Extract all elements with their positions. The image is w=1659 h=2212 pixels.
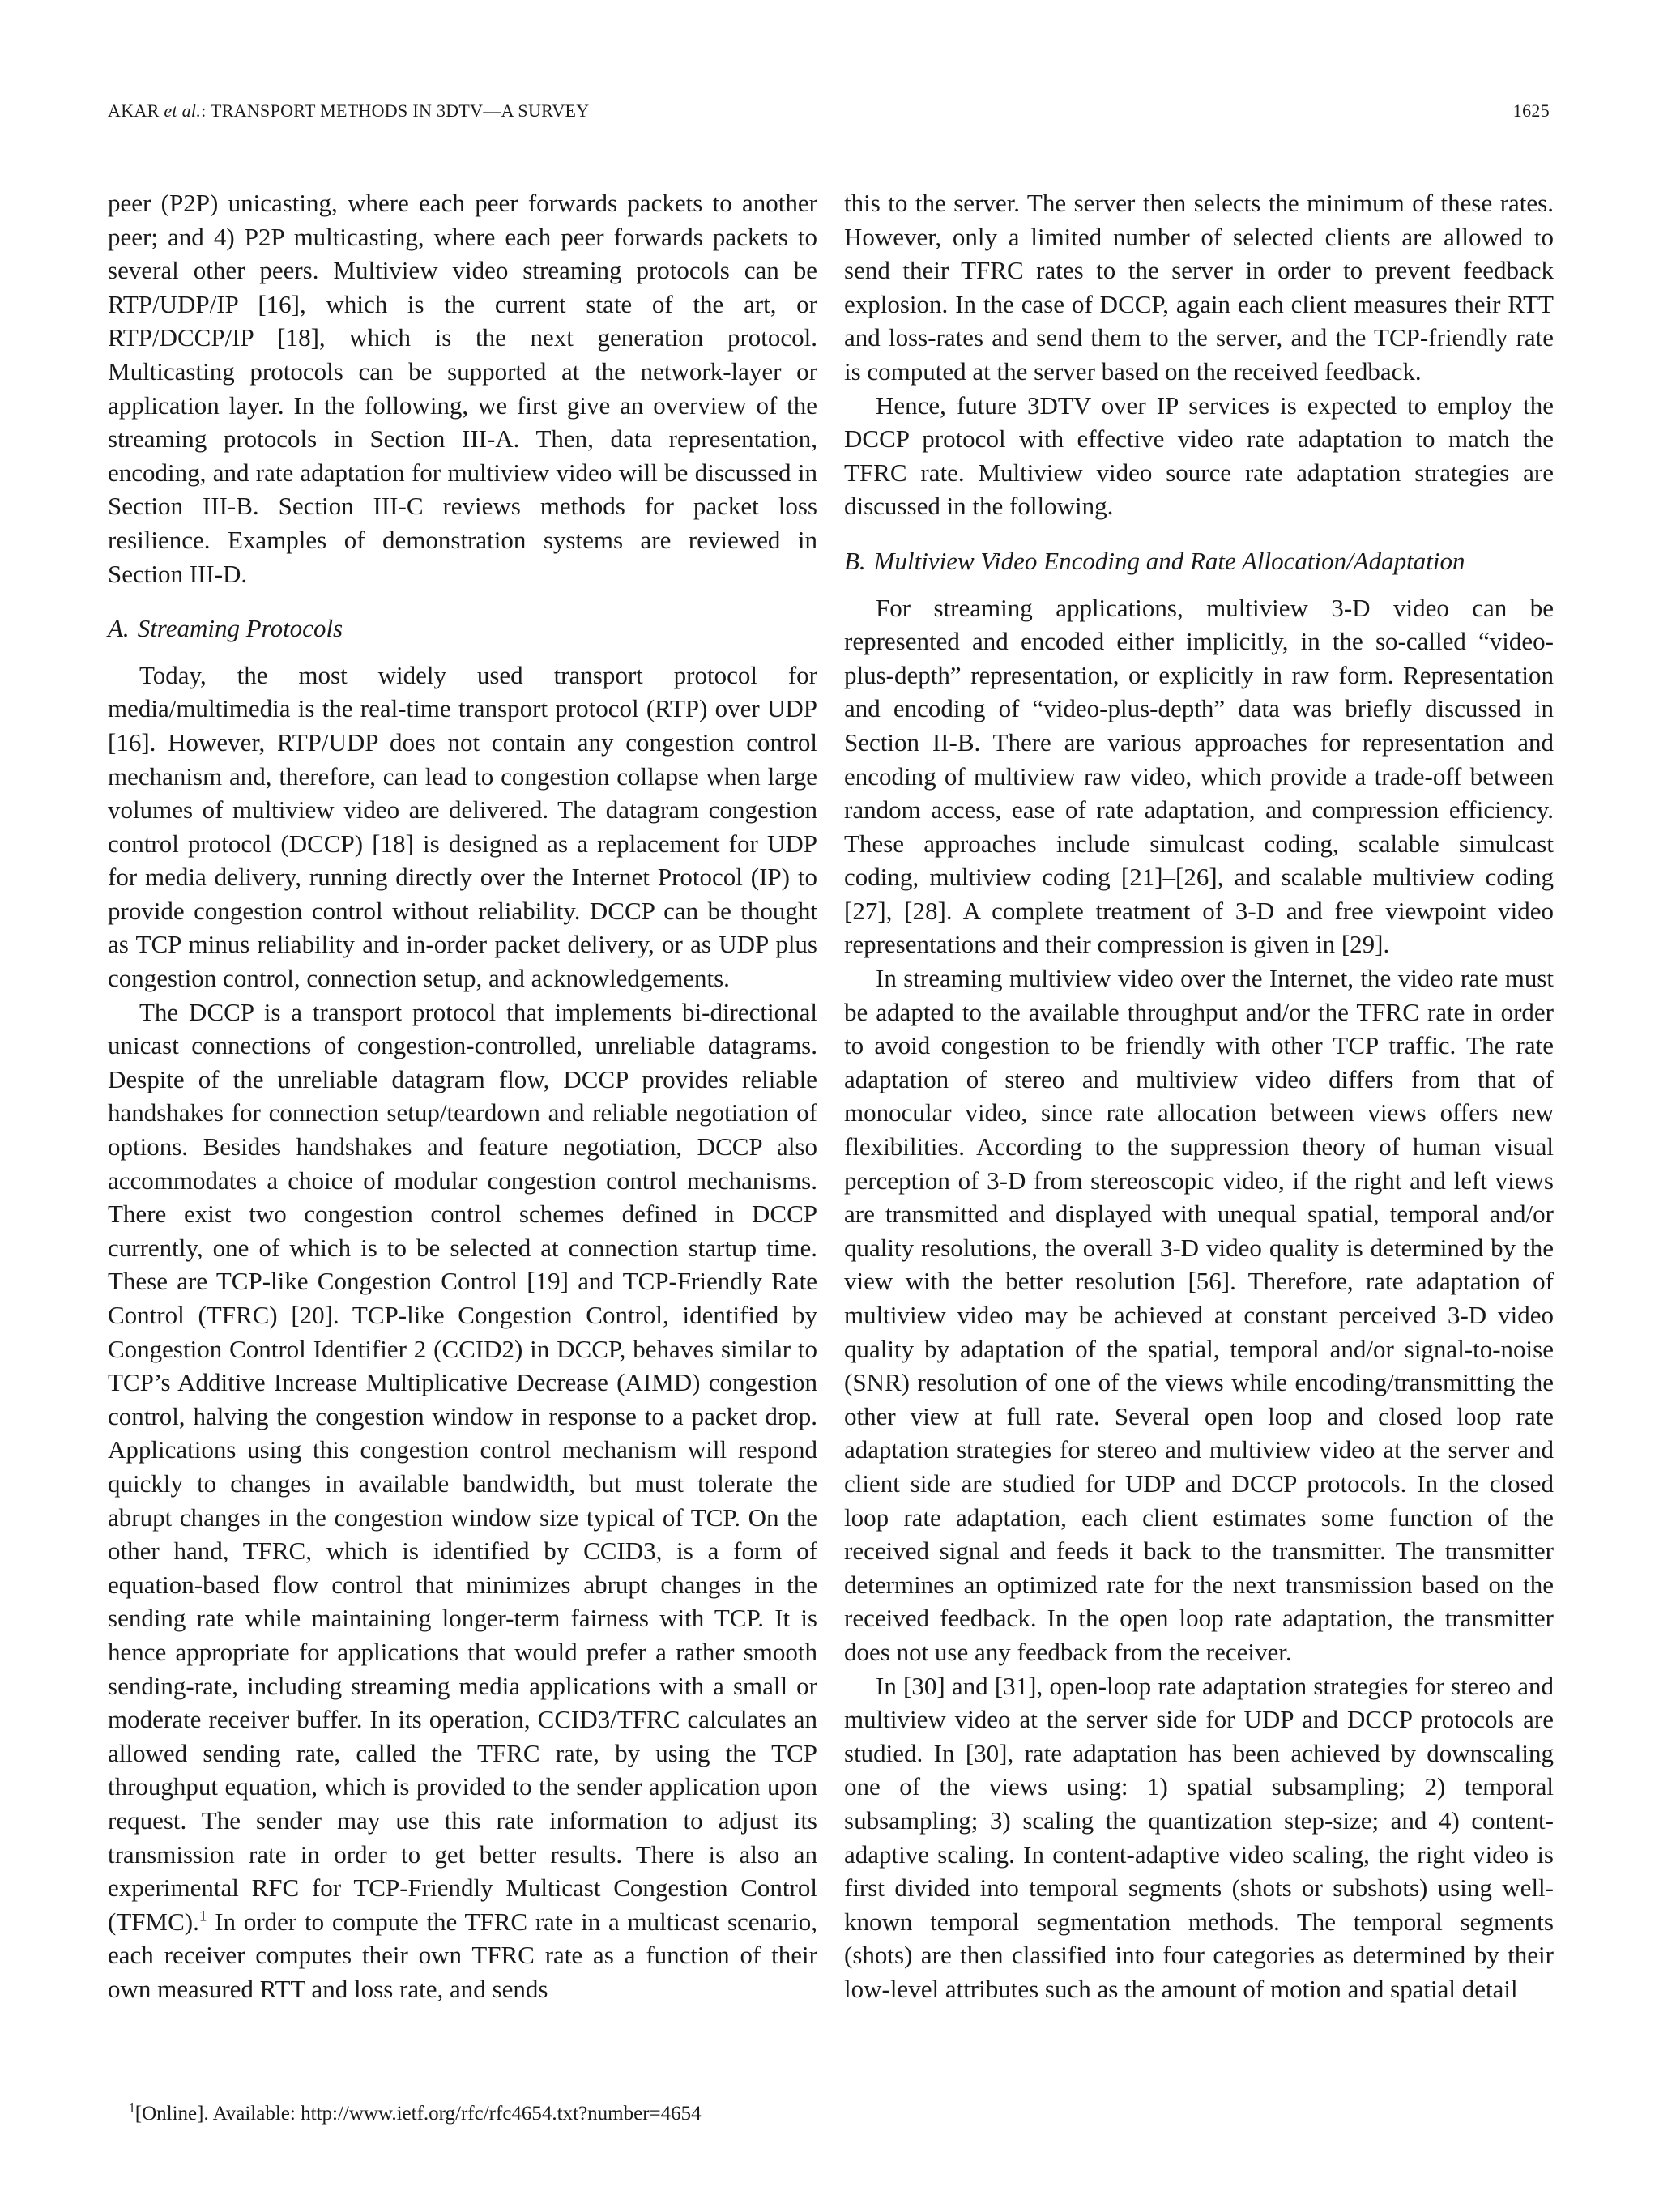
left-paragraph-3-text: The DCCP is a transport protocol that implements bi-directional unicast connections of congestion-controlled, unreliable datagrams. Despite of the unreliable datagram flow, DCCP provides reliable handshakes for connection setup/teardown and reliable negotiation of options. Besides handshakes and feature negotiation, DCCP also accommodates a choice of modular congestion control mechanisms. There exist two congestion control schemes defined in DCCP currently, one of which is to be selected at connection startup time. These are TCP-like Congestion Control [19] and TCP-Friendly Rate Control (TFRC) [20]. TCP-like Congestion Control, identified by Congestion Control Identifier 2 (CCID2) in DCCP, behaves similar to TCP’s Additive Increase Multiplicative Decrease (AIMD) congestion control, halving the congestion window in response to a packet drop. Applications using this congestion control mechanism will respond quickly to changes in available bandwidth, but must tolerate the abrupt changes in the congestion window size typical of TCP. On the other hand, TFRC, which is identified by CCID3, is a form of equation-based flow control that minimizes abrupt changes in the sending rate while maintaining longer-term fairness with TCP. It is hence appropriate for applications that would prefer a rather smooth sending-rate, including streaming media applications with a small or moderate receiver buffer. In its operation, CCID3/TFRC calculates an allowed sending rate, called the TFRC rate, by using the TCP throughput equation, which is provided to the sender application upon request. The sender may use this rate information to adjust its transmission rate in order to get better results. There is also an experimental RFC for TCP-Friendly Multicast Congestion Control (TFMC).	[108, 997, 817, 1936]
section-heading-a	[108, 612, 817, 646]
running-title-authors: AKAR	[108, 100, 164, 121]
right-paragraph-3: For streaming applications, multiview 3-D video can be represented and encoded either implicitly, in the so-called “video-plus-depth” representation, or explicitly in raw form. Representation and encoding of “video-plus-depth” data was briefly discussed in Section II-B. There are various approaches for representation and encoding of multiview raw video, which provide a trade-off between random access, ease of rate adaptation, and compression efficiency. These approaches include simulcast coding, scalable simulcast coding, multiview coding [21]–[26], and scalable multiview coding [27], [28]. A complete treatment of 3-D and free viewpoint video representations and their compression is given in [29].	[844, 593, 1554, 959]
section-a-title: Streaming Protocols	[137, 614, 343, 643]
section-b-title: Multiview Video Encoding and Rate Allocation/Adaptation	[873, 546, 1465, 575]
section-b-letter: B.	[844, 546, 866, 575]
section-heading-b	[844, 544, 1554, 578]
left-paragraph-1: peer (P2P) unicasting, where each peer forwards packets to another peer; and 4) P2P multicasting, where each peer forwards packets to several other peers. Multiview video streaming protocols can be RTP/UDP/IP [16], which is the current state of the art, or RTP/DCCP/IP [18], which is the next generation protocol. Multicasting protocols can be supported at the network-layer or application layer. In the following, we first give an overview of the streaming protocols in Section III-A. Then, data representation, encoding, and rate adaptation for multiview video will be discussed in Section III-B. Section III-C reviews methods for packet loss resilience. Examples of demonstration systems are reviewed in Section III-D.	[108, 189, 817, 588]
footnote	[108, 2100, 817, 2128]
running-title-text: : TRANSPORT METHODS IN 3DTV—A SURVEY	[201, 100, 590, 121]
page-number: 1625	[1512, 100, 1550, 121]
right-paragraph-4: In streaming multiview video over the Internet, the video rate must be adapted to the available throughput and/or the TFRC rate in order to avoid congestion to be friendly with other TCP traffic. The rate adaptation of stereo and multiview video differs from that of monocular video, since rate allocation between views offers new flexibilities. According to the suppression theory of human visual perception of 3-D from stereoscopic video, if the right and left views are transmitted and displayed with unequal spatial, temporal and/or quality resolutions, the overall 3-D video quality is determined by the view with the better resolution [56]. Therefore, rate adaptation of multiview video may be achieved at constant perceived 3-D video quality by adaptation of the spatial, temporal and/or signal-to-noise (SNR) resolution of one of the views while encoding/transmitting the other view at full rate. Several open loop and closed loop rate adaptation strategies for stereo and multiview video at the server and client side are studied for UDP and DCCP protocols. In the closed loop rate adaptation, each client estimates some function of the received signal and feeds it back to the transmitter. The transmitter determines an optimized rate for the next transmission based on the received feedback. In the open loop rate adaptation, the transmitter does not use any feedback from the receiver.	[844, 964, 1554, 1666]
right-paragraph-1: this to the server. The server then selects the minimum of these rates. However, only a limited number of selected clients are allowed to send their TFRC rates to the server in order to prevent feedback explosion. In the case of DCCP, again each client measures their RTT and loss-rates and send them to the server, and the TCP-friendly rate is computed at the server based on the received feedback.	[844, 189, 1554, 386]
running-title	[108, 100, 589, 121]
running-title-etal: et al.	[164, 100, 202, 121]
right-paragraph-2: Hence, future 3DTV over IP services is expected to employ the DCCP protocol with effective video rate adaptation to match the TFRC rate. Multiview video source rate adaptation strategies are discussed in the following.	[844, 390, 1554, 521]
footnote-reference: 1	[198, 1907, 207, 1925]
footnote-marker: 1	[129, 2101, 135, 2116]
left-column	[108, 186, 817, 2005]
left-paragraph-2: Today, the most widely used transport protocol for media/multimedia is the real-time transport protocol (RTP) over UDP [16]. However, RTP/UDP does not contain any congestion control mechanism and, therefore, can lead to congestion collapse when large volumes of multiview video are delivered. The datagram congestion control protocol (DCCP) [18] is designed as a replacement for UDP for media delivery, running directly over the Internet Protocol (IP) to provide congestion control without reliability. DCCP can be thought as TCP minus reliability and in-order packet delivery, or as UDP plus congestion control, connection setup, and acknowledgements.	[108, 660, 817, 993]
right-paragraph-5: In [30] and [31], open-loop rate adaptation strategies for stereo and multiview video at the server side for UDP and DCCP protocols are studied. In [30], rate adaptation has been achieved by downscaling one of the views using: 1) spatial subsampling; 2) temporal subsampling; 3) scaling the quantization step-size; and 4) content-adaptive scaling. In content-adaptive video scaling, the right video is first divided into temporal segments (shots or subshots) using well-known temporal segmentation methods. The temporal segments (shots) are then classified into four categories as determined by their low-level attributes such as the amount of motion and spatial detail	[844, 1671, 1554, 2003]
left-paragraph-3-continued: In order to compute the TFRC rate in a multicast scenario, each receiver computes their own TFRC rate as a function of their own measured RTT and loss rate, and sends	[108, 1907, 817, 2003]
right-column	[844, 186, 1554, 2005]
footnote-text: [Online]. Available: http://www.ietf.org/rfc/rfc4654.txt?number=4654	[134, 2103, 702, 2125]
left-paragraph-3	[108, 995, 817, 2006]
section-a-letter: A.	[108, 614, 130, 643]
running-header	[108, 100, 1550, 126]
